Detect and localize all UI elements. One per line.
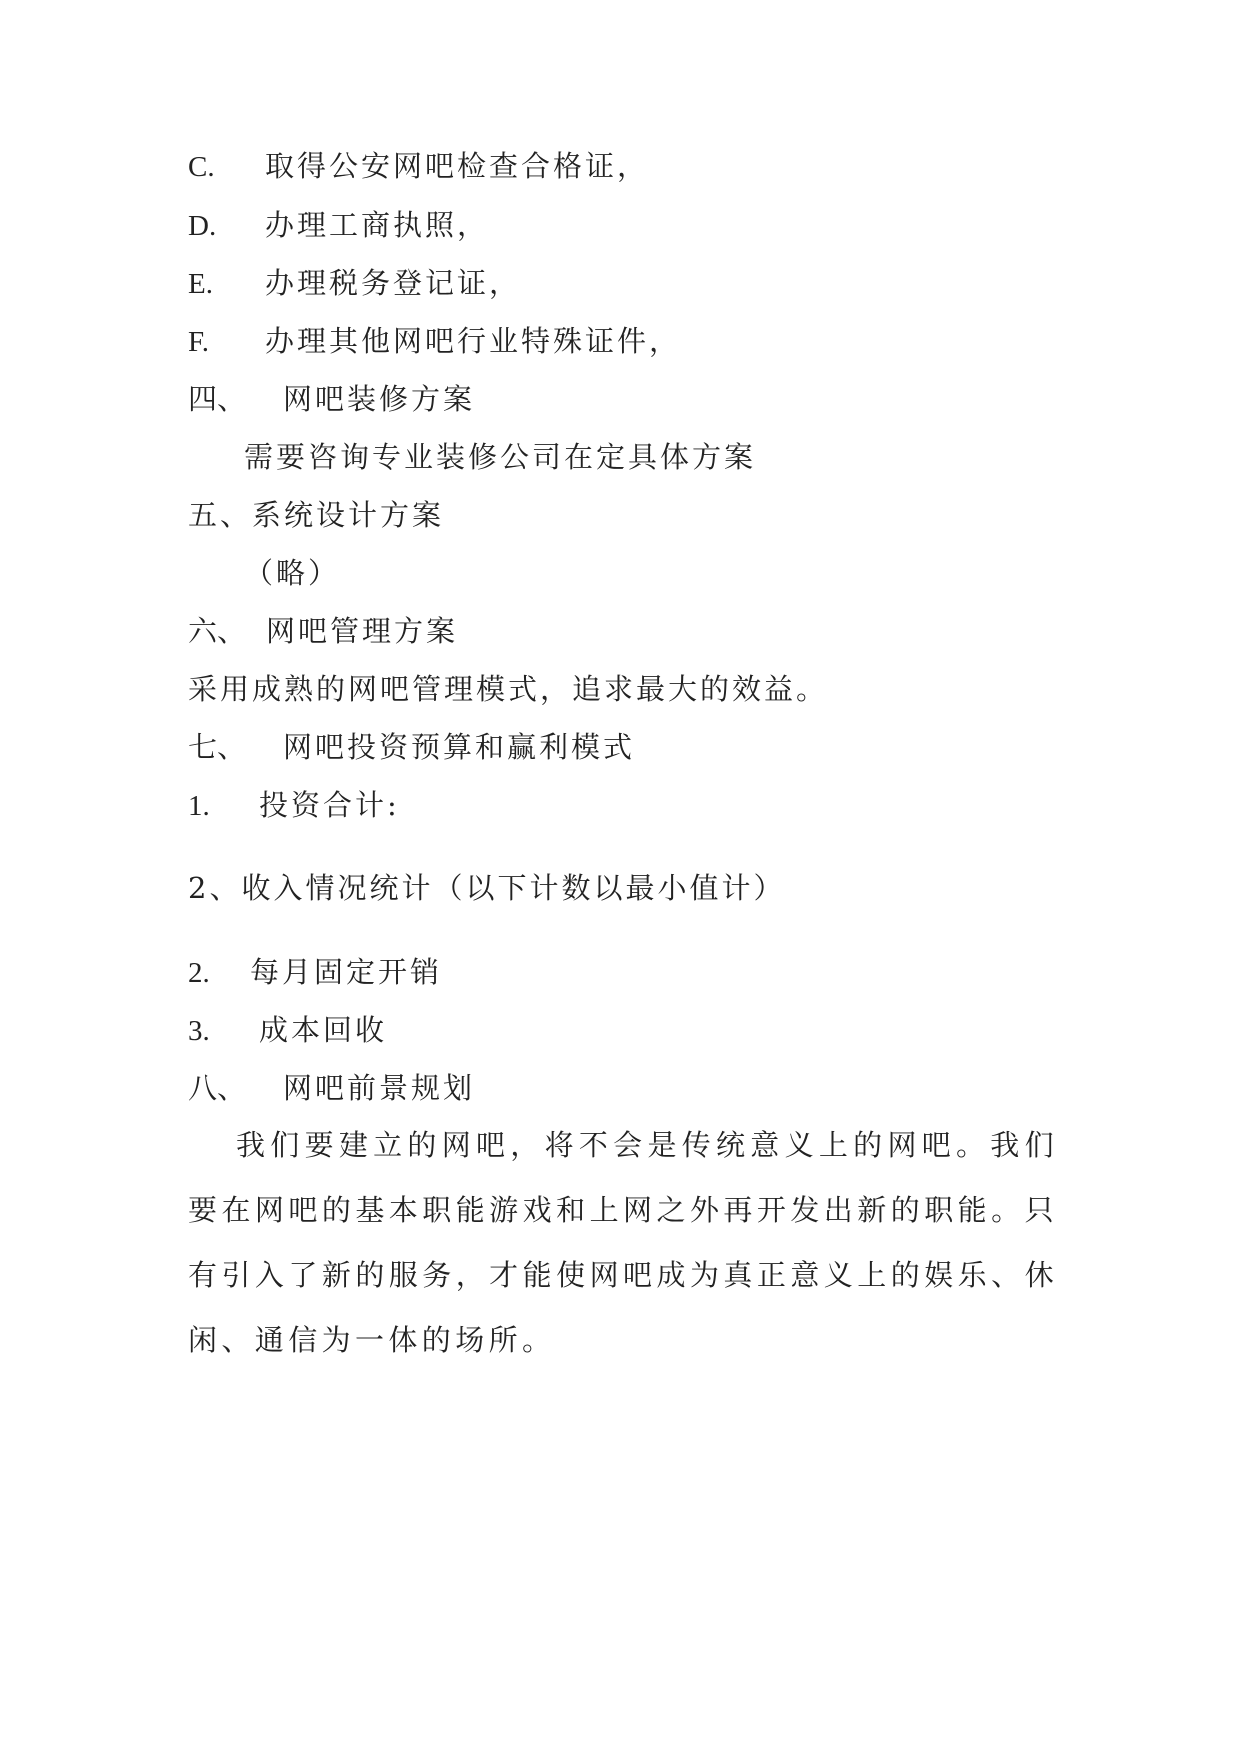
section-heading-6 <box>188 611 458 652</box>
subitem-marker: 3. <box>188 1015 210 1047</box>
section-title: 网吧管理方案 <box>266 614 459 648</box>
list-marker: C. <box>188 151 215 183</box>
list-item-c <box>188 146 649 187</box>
list-item-e <box>188 263 521 304</box>
section-title: 网吧装修方案 <box>283 382 476 416</box>
subitem-marker: 1. <box>188 790 210 822</box>
subitem-1 <box>188 785 400 826</box>
subitem-text: 每月固定开销 <box>250 955 443 989</box>
section-title: 网吧投资预算和赢利模式 <box>283 730 636 764</box>
list-item-f <box>188 321 681 362</box>
list-item-text: 办理工商执照， <box>265 208 490 242</box>
list-marker: E. <box>188 268 213 300</box>
section-marker: 六、 <box>188 616 247 648</box>
section-body-4: 需要咨询专业装修公司在定具体方案 <box>244 440 757 474</box>
list-item-text: 办理税务登记证， <box>265 266 522 300</box>
subitem-3 <box>188 952 442 993</box>
subitem-text: 成本回收 <box>259 1013 388 1047</box>
list-item-text: 办理其他网吧行业特殊证件， <box>265 324 682 358</box>
section-paragraph-8: 我们要建立的网吧，将不会是传统意义上的网吧。我们要在网吧的基本职能游戏和上网之外再开发出新的职能。只有引入了新的服务，才能使网吧成为真正意义上的娱乐、休闲、通信为一体的场所。 <box>188 1128 1058 1357</box>
section-title: 网吧前景规划 <box>283 1071 476 1105</box>
subitem-text: 投资合计: <box>259 788 400 822</box>
section-heading-5: 五、系统设计方案 <box>188 498 445 532</box>
section-heading-7 <box>188 727 635 768</box>
subitem-2: 2、收入情况统计（以下计数以最小值计） <box>188 871 786 905</box>
subitem-marker: 2. <box>188 957 210 989</box>
section-heading-4 <box>188 379 475 420</box>
section-marker: 八、 <box>188 1073 247 1105</box>
list-item-d <box>188 205 489 246</box>
section-marker: 七、 <box>188 732 247 764</box>
section-marker: 四、 <box>188 384 247 416</box>
section-body-6: 采用成熟的网吧管理模式，追求最大的效益。 <box>188 672 829 706</box>
section-body-5: （略） <box>244 556 341 590</box>
section-heading-8 <box>188 1068 475 1109</box>
list-marker: F. <box>188 326 210 358</box>
list-item-text: 取得公安网吧检查合格证， <box>265 149 650 183</box>
list-marker: D. <box>188 210 217 242</box>
subitem-4 <box>188 1010 387 1051</box>
